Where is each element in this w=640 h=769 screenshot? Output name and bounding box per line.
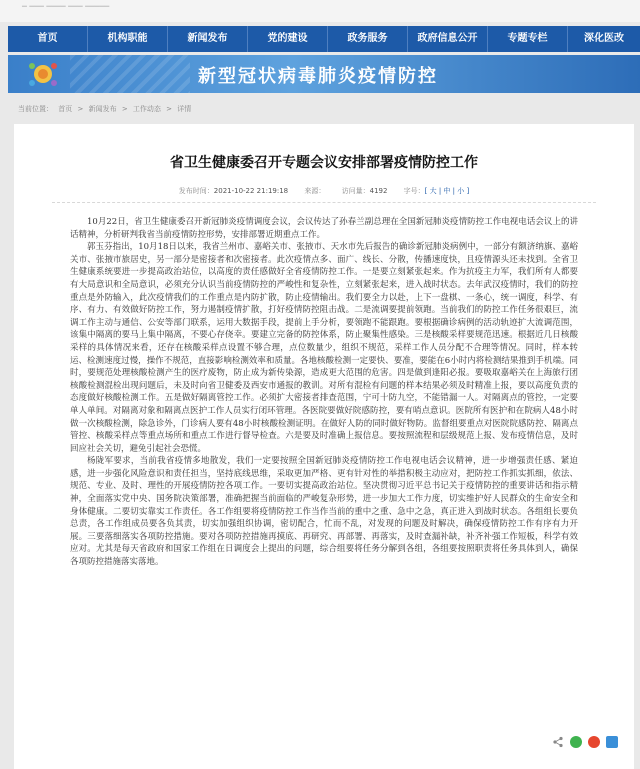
paragraph-2: 郭玉芬指出，10月18日以来，我省兰州市、嘉峪关市、张掖市、天水市先后报告的确诊新冠肺炎病例中，一部分有额济纳旗、嘉峪关市、张掖市旅居史，另一部分是密接者和次密接者。此次疫情点多、面广、线长、分散，传播速度快，且疫情源头还未找到。全省卫生健康系统要进一步提高政治站位，以高度的责任感做好全省疫情防控工作。一是要立刻紧张起来。作为抗疫主力军，我们所有人都要有大局意识和全局意识，必须充分认识当前疫情防控的严峻性和复杂性，立刻紧张起来，进入战时状态。去年武汉疫情时，我们的防控重点是外防输入，此次疫情我们的工作重点是内防扩散，防止疫情输出。我们要全力以赴，上下一盘棋、一条心，统一调度，科学、有序、有力、有效做好防控工作，努力遏制疫情扩散，打好疫情防控阻击战。二是流调要提前领跑。当前我们的防控工作任务很艰巨，流调工作主动与通信、公安等部门联系，运用大数据手段，提前上手分析，要领跑不能跟跑。要根据确诊病例的活动轨迹扩大流调范围，该集中隔离的要马上集中隔离，不要心存侥幸。要建立完备的防控体系，防止聚集性感染。三是核酸采样要规范迅速。根据近几日核酸采样的具体情况来看，还存在核酸采样点设置不够合理，点位数量少，组织不规范，采样工作人员分配不合理等情况。同时，样本转运、检测速度过慢，操作不规范，直接影响检测效率和质量。各地核酸检测一定要快、要准，要能在6小时内将检测结果推到手机端。同时，要规范处理核酸检测产生的医疗废物，防止成为新传染源，造成更大范围的危害。四是做到逢阳必报。要吸取嘉峪关在上海旅行团核酸检测混检出现问题后，未及时向省卫健委及西安市通报的教训。对所有混检有问题的样本结果必须及时精准上报，要以高度负责的态度做好核酸检测工作。五是做好隔离管控工作。必须扩大密接者排查范围，宁可十防九空，不能错漏一人。对隔离点的管控，一定要单人单间。对隔离对象和隔离点医护工作人员实行闭环管理。各医院要做好院感防控，要有哨点意识。医院所有医护和在院病人48小时做一次核酸检测，除急诊外，门诊病人要有48小时核酸检测证明。在做好人防的同时做好物防。监督组要重点对医院院感防控、隔离点管控、核酸采样点等重点场所和重点工作进行督导检查。六是要及时准确上报信息。要按照流程和层级规范上报、发布疫情信息，及时回应社会关切，避免引起社会恐慌。	[70, 242, 578, 454]
nav-item-org[interactable]: 机构职能	[88, 26, 168, 52]
breadcrumb-sep: >	[121, 105, 128, 113]
article-card	[14, 124, 634, 769]
nav-item-topics[interactable]: 专题专栏	[488, 26, 568, 52]
share-bar	[552, 736, 618, 748]
banner-title: 新型冠状病毒肺炎疫情防控	[198, 66, 438, 87]
wechat-icon[interactable]	[570, 736, 582, 748]
article-meta	[14, 186, 634, 196]
qzone-icon[interactable]	[606, 736, 618, 748]
banner-decoration	[70, 55, 190, 93]
virus-logo-icon	[26, 58, 60, 90]
nav-item-news[interactable]: 新闻发布	[168, 26, 248, 52]
breadcrumb-work[interactable]: 工作动态	[132, 105, 161, 113]
breadcrumb-prefix: 当前位置：	[18, 105, 53, 113]
topic-banner[interactable]	[8, 55, 640, 93]
breadcrumb-sep: >	[77, 105, 84, 113]
breadcrumb-news[interactable]: 新闻发布	[88, 105, 117, 113]
weibo-icon[interactable]	[588, 736, 600, 748]
date-label: 发布时间：	[178, 187, 214, 195]
paragraph-1: 10月22日，省卫生健康委召开新冠肺炎疫情调度会议，会议传达了孙春兰副总理在全国新冠肺炎疫情防控工作电视电话会议上的讲话精神，分析研判我省当前疫情防控形势，安排部署近期重点工作。	[70, 217, 578, 240]
breadcrumb	[18, 104, 194, 114]
publish-date: 2021-10-22 21:19:18	[213, 187, 289, 195]
meta-divider	[52, 202, 596, 203]
breadcrumb-detail: 详情	[177, 105, 192, 113]
top-strip-faint: ━ ━━━ ━━━━ ━━━ ━━━━━	[22, 2, 110, 11]
nav-item-services[interactable]: 政务服务	[328, 26, 408, 52]
top-strip	[0, 0, 640, 22]
article-body	[70, 216, 578, 569]
nav-item-reform[interactable]: 深化医改	[584, 33, 624, 44]
nav-item-info[interactable]: 政府信息公开	[408, 26, 488, 52]
breadcrumb-sep: >	[166, 105, 173, 113]
source-label: 来源：	[304, 187, 326, 195]
views-label: 访问量：	[341, 187, 370, 195]
fontsize-label: 字号：	[403, 187, 425, 195]
paragraph-3: 杨陇军要求，当前我省疫情多地散发，我们一定要按照全国新冠肺炎疫情防控工作电视电话会议精神，进一步增强责任感、紧迫感，进一步强化风险意识和责任担当，坚持底线思维，采取更加严格、更有针对性的举措积极主动应对，把防控工作抓实抓细，依法、规范、专业、及时、理性的开展疫情防控各项工作。一要切实提高政治站位。坚决贯彻习近平总书记关于疫情防控的重要讲话和指示精神，全面落实党中央、国务院决策部署，准确把握当前面临的严峻复杂形势，进一步加大工作力度，切实维护好人民群众的生命安全和身体健康。二要切实靠实工作责任。各工作组要将疫情防控工作当作当前的重中之重、急中之急，真正进入到战时状态。各组组长要负总责，各工作组成员要各负其责，切实加强组织协调，密切配合，忙而不乱，对发现的问题及时解决，确保疫情防控工作有序有力开展。三要落细落实各项防控措施。要对各项防控措施再摸底、再研究、再部署、再落实，及时查漏补缺，补齐补强工作短板，科学有效应对。尤其是每天省政府和国家工作组在日调度会上提出的问题，综合组要将任务分解到各组，各组要按照职责将任务具体到人，确保各项防控措施落实落地。	[70, 456, 578, 568]
nav-item-home[interactable]: 首页	[8, 26, 88, 52]
article-title: 省卫生健康委召开专题会议安排部署疫情防控工作	[170, 155, 478, 171]
breadcrumb-home[interactable]: 首页	[58, 105, 73, 113]
views-count: 4192	[369, 187, 388, 195]
nav-item-party[interactable]: 党的建设	[248, 26, 328, 52]
main-nav	[8, 26, 640, 52]
share-icon[interactable]	[552, 736, 564, 748]
fontsize-switch[interactable]: [ 大 | 中 | 小 ]	[424, 187, 470, 195]
